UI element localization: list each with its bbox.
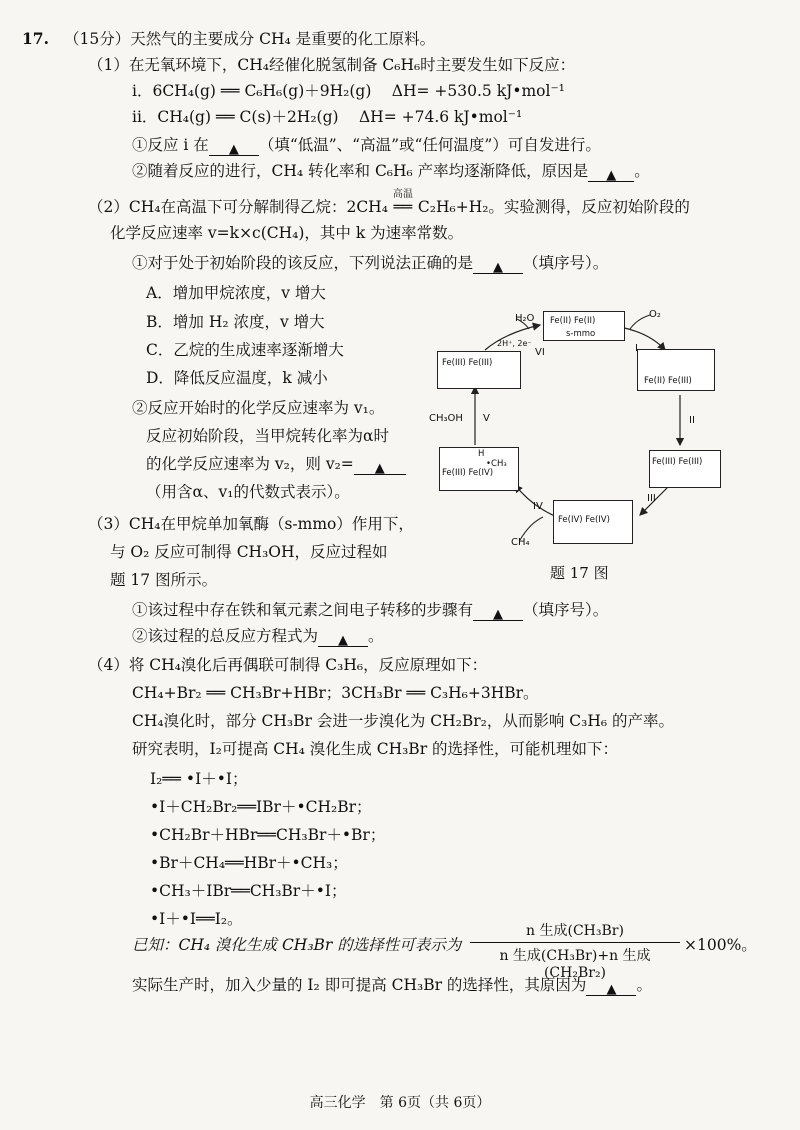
q3b-text: ②该过程的总反应方程式为 bbox=[132, 627, 319, 645]
mechanism-step-3: •CH₂Br＋HBr══CH₃Br＋•Br； bbox=[150, 826, 386, 844]
mechanism-step-6: •I＋•I══I₂。 bbox=[150, 910, 243, 928]
oxygen-label: O₂ bbox=[649, 309, 661, 320]
fraction-tail: ×100%。 bbox=[684, 936, 757, 954]
q1a-text-after: （填“低温”、“高温”或“任何温度”）可自发进行。 bbox=[258, 136, 601, 154]
q3a-text: ①该过程中存在铁和氧元素之间电子转移的步骤有 bbox=[132, 601, 474, 619]
known-text: 已知：CH₄ 溴化生成 CH₃Br 的选择性可表示为 bbox=[132, 936, 462, 954]
blank-mark: ▲ bbox=[374, 461, 385, 476]
q1b bbox=[132, 160, 650, 182]
box-label: Fe(III) Fe(IV) bbox=[442, 468, 494, 478]
step-i-label: I bbox=[635, 343, 638, 354]
h-label: H bbox=[478, 449, 485, 459]
q2b-line1: ②反应开始时的化学反应速率为 v₁。 bbox=[132, 399, 385, 417]
box-diiron-iv bbox=[553, 500, 633, 544]
part3-line1: （3）CH₄在甲烷单加氧酶（s-mmo）作用下， bbox=[88, 515, 414, 533]
q1b-text: ②随着反应的进行，CH₄ 转化率和 C₆H₆ 产率均逐渐降低，原因是 bbox=[132, 162, 589, 180]
part2-line1 bbox=[88, 189, 690, 218]
blank-mark: ▲ bbox=[338, 633, 349, 648]
fraction-denominator: n 生成(CH₃Br)+n 生成(CH₂Br₂) bbox=[499, 948, 651, 981]
step-vi-label: VI bbox=[535, 347, 545, 358]
q2a bbox=[132, 252, 608, 274]
question-number: 17. bbox=[22, 29, 49, 48]
q3a-text-after: （填序号）。 bbox=[523, 601, 609, 619]
mechanism-step-4: •Br＋CH₄══HBr＋•CH₃； bbox=[150, 854, 348, 872]
methanol-label: CH₃OH bbox=[429, 413, 463, 424]
question-head: （15分）天然气的主要成分 CH₄ 是重要的化工原料。 bbox=[64, 30, 436, 48]
step-v-label: V bbox=[483, 413, 490, 424]
answer-blank[interactable] bbox=[473, 255, 523, 274]
box-label: Fe(III) Fe(III) bbox=[442, 358, 493, 368]
figure-caption: 题 17 图 bbox=[550, 564, 609, 582]
q2b-line4: （用含α、v₁的代数式表示）。 bbox=[146, 483, 350, 501]
q1a bbox=[132, 134, 601, 156]
blank-mark: ▲ bbox=[493, 607, 504, 622]
blank-mark: ▲ bbox=[228, 142, 239, 157]
box-label: Fe(III) Fe(III) bbox=[652, 457, 703, 467]
option-c: C．乙烷的生成速率逐渐增大 bbox=[146, 341, 344, 359]
box-diiron-ii bbox=[543, 311, 625, 341]
methane-label: CH₄ bbox=[511, 537, 530, 548]
option-b: B．增加 H₂ 浓度，v 增大 bbox=[146, 313, 325, 331]
step-iii-label: III bbox=[647, 493, 656, 504]
part2-text: （2）CH₄在高温下可分解制得乙烷：2CH₄ bbox=[88, 198, 388, 216]
option-d: D．降低反应温度，k 减小 bbox=[146, 369, 328, 387]
q2a-text-after: （填序号）。 bbox=[523, 254, 609, 272]
q3b bbox=[132, 625, 384, 647]
final-text-after: 。 bbox=[636, 976, 652, 994]
step-ii-label: II bbox=[689, 415, 695, 426]
part1-intro: （1）在无氧环境下，CH₄经催化脱氢制备 C₆H₆时主要发生如下反应： bbox=[88, 56, 576, 74]
reaction-i: i．6CH₄(g) ══ C₆H₆(g)＋9H₂(g) ΔH= +530.5 kJ•mol⁻¹ bbox=[132, 82, 565, 100]
box-label: Fe(II) Fe(III) bbox=[644, 376, 692, 386]
box-diiron-iii-left bbox=[437, 351, 521, 389]
catalytic-cycle-diagram bbox=[425, 305, 725, 565]
methyl-radical-label: •CH₃ bbox=[486, 459, 507, 469]
smmo-label: s-mmo bbox=[566, 329, 596, 339]
fraction-numerator: n 生成(CH₃Br) bbox=[470, 920, 680, 943]
reaction-ii: ii．CH₄(g) ══ C(s)＋2H₂(g) ΔH= +74.6 kJ•mol⁻¹ bbox=[132, 108, 523, 126]
q2b-line3 bbox=[146, 453, 406, 475]
q2a-text: ①对于处于初始阶段的该反应，下列说法正确的是 bbox=[132, 254, 474, 272]
box-fe-iii-fe-iv bbox=[439, 447, 519, 491]
part2-line2: 化学反应速率 v=k×c(CH₄)，其中 k 为速率常数。 bbox=[110, 224, 464, 242]
part4-intro: （4）将 CH₄溴化后再偶联可制得 C₃H₆，反应原理如下： bbox=[88, 656, 488, 674]
part4-reactions: CH₄+Br₂ ══ CH₃Br+HBr；3CH₃Br ══ C₃H₆+3HBr。 bbox=[132, 684, 539, 702]
part2-text-after: C₂H₆+H₂。实验测得，反应初始阶段的 bbox=[417, 198, 690, 216]
mechanism-step-1: I₂══ •I＋•I； bbox=[150, 770, 248, 788]
mechanism-step-2: •I＋CH₂Br₂══IBr＋•CH₂Br； bbox=[150, 798, 372, 816]
proton-electron-label: 2H⁺, 2e⁻ bbox=[497, 339, 532, 348]
high-temp-arrow: 高温 ══ bbox=[388, 196, 418, 218]
final-question bbox=[132, 974, 652, 996]
part4-note: CH₄溴化时，部分 CH₃Br 会进一步溴化为 CH₂Br₂，从而影响 C₃H₆ 的产率。 bbox=[132, 712, 675, 730]
answer-blank[interactable] bbox=[473, 602, 523, 621]
blank-mark: ▲ bbox=[606, 168, 617, 183]
condition-label: 高温 bbox=[392, 189, 413, 200]
box-diiron-iii-right bbox=[649, 450, 721, 488]
answer-blank[interactable] bbox=[588, 163, 634, 182]
answer-blank[interactable] bbox=[354, 456, 406, 475]
step-iv-label: IV bbox=[533, 501, 543, 512]
blank-mark: ▲ bbox=[606, 982, 617, 997]
q3a bbox=[132, 599, 608, 621]
q2b-text: 的化学反应速率为 v₂，则 v₂= bbox=[146, 455, 354, 473]
part4-study: 研究表明，I₂可提高 CH₄ 溴化生成 CH₃Br 的选择性，可能机理如下： bbox=[132, 740, 619, 758]
answer-blank[interactable] bbox=[318, 628, 368, 647]
box-label: Fe(IV) Fe(IV) bbox=[558, 515, 610, 525]
selectivity-fraction bbox=[470, 920, 680, 981]
part3-line2: 与 O₂ 反应可制得 CH₃OH，反应过程如 bbox=[110, 543, 388, 561]
blank-mark: ▲ bbox=[493, 260, 504, 275]
final-text: 实际生产时，加入少量的 I₂ 即可提高 CH₃Br 的选择性，其原因为 bbox=[132, 976, 587, 994]
answer-blank[interactable] bbox=[586, 977, 636, 996]
option-a: A．增加甲烷浓度，v 增大 bbox=[146, 284, 326, 302]
answer-blank[interactable] bbox=[209, 137, 259, 156]
box-fe-ii-fe-iii bbox=[637, 349, 715, 391]
page-footer: 高三化学 第 6页（共 6页） bbox=[309, 1095, 491, 1111]
part3-line3: 题 17 图所示。 bbox=[110, 571, 218, 589]
water-label: H₂O bbox=[515, 313, 535, 324]
q2b-line2: 反应初始阶段，当甲烷转化率为α时 bbox=[146, 427, 389, 445]
q1b-text-after: 。 bbox=[634, 162, 650, 180]
box-label: Fe(II) Fe(II) bbox=[550, 316, 596, 326]
q3b-text-after: 。 bbox=[368, 627, 384, 645]
mechanism-step-5: •CH₃＋IBr══CH₃Br＋•I； bbox=[150, 882, 347, 900]
q1a-text: ①反应 i 在 bbox=[132, 136, 209, 154]
